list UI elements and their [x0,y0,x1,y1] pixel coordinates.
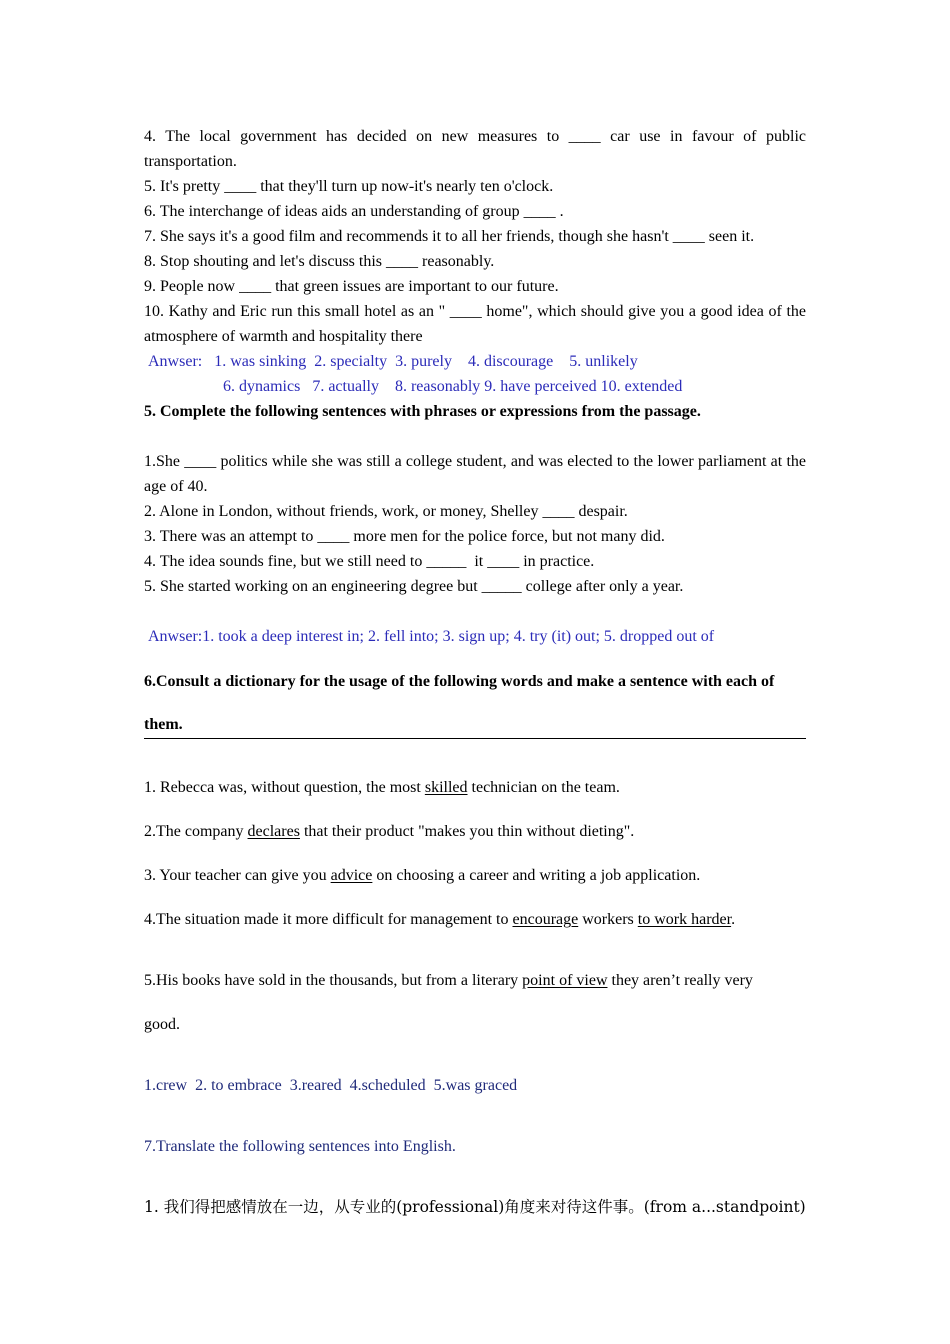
s5-item-1: 1.She ____ politics while she was still a college student, and was elected to the lower parliament at the age of 40. [144,453,806,495]
document-page [144,124,806,1220]
spacer [144,844,806,863]
underlined-word-declares: declares [247,823,300,840]
underlined-word-advice: advice [330,867,373,884]
spacer [144,649,806,671]
spacer [144,739,806,775]
spacer [144,424,806,449]
section-5-heading: 5. Complete the following sentences with phrases or expressions from the passage. [144,403,701,420]
s4-answer-line-1: Anwser: 1. was sinking 2. specialty 3. purely 4. discourage 5. unlikely [148,353,638,370]
spacer [144,693,806,714]
s6-sentence-5: 5.His books have sold in the thousands, but from a literary point of view they aren’t really very [144,972,753,989]
spacer [144,932,806,968]
s6-answer: 1.crew 2. to embrace 3.reared 4.scheduled 5.was graced [144,1077,518,1094]
s5-item-5: 5. She started working on an engineering degree but _____ college after only a year. [144,578,684,595]
section-6-heading-line-1: 6.Consult a dictionary for the usage of the following words and make a sentence with each of [144,673,775,690]
underlined-phrase-to-work-harder: to work harder [637,911,732,928]
s5-item-4: 4. The idea sounds fine, but we still need to _____ it ____ in practice. [144,553,595,570]
s4-item-9: 9. People now ____ that green issues are important to our future. [144,278,559,295]
s4-item-6: 6. The interchange of ideas aids an understanding of group ____ . [144,203,564,220]
section-7-heading: 7.Translate the following sentences into English. [144,1138,456,1155]
spacer [144,800,806,819]
s6-sentence-2: 2.The company declares that their product "makes you thin without dieting". [144,823,635,840]
spacer [144,1159,806,1195]
spacer [144,1037,806,1073]
underlined-phrase-point-of-view: point of view [522,972,608,989]
underlined-word-encourage: encourage [512,911,579,928]
spacer [144,993,806,1012]
s4-item-5: 5. It's pretty ____ that they'll turn up now-it's nearly ten o'clock. [144,178,554,195]
underlined-word-skilled: skilled [424,779,468,796]
s4-item-10: 10. Kathy and Eric run this small hotel as an " ____ home", which should give you a good idea of the atmosphere of warmth and hospitality there [144,303,806,345]
spacer [144,1098,806,1134]
s5-item-2: 2. Alone in London, without friends, work, or money, Shelley ____ despair. [144,503,628,520]
s4-item-8: 8. Stop shouting and let's discuss this ____ reasonably. [144,253,495,270]
s5-item-3: 3. There was an attempt to ____ more men for the police force, but not many did. [144,528,665,545]
s6-sentence-5-continued: good. [144,1016,180,1033]
s4-item-7: 7. She says it's a good film and recommends it to all her friends, though she hasn't ____ seen it. [144,228,755,245]
s6-sentence-3: 3. Your teacher can give you advice on choosing a career and writing a job application. [144,867,701,884]
s6-sentence-4: 4.The situation made it more difficult for management to encourage workers to work harder. [144,911,736,928]
s4-answer-line-2: 6. dynamics 7. actually 8. reasonably 9. have perceived 10. extended [223,378,683,395]
s5-answer: Anwser:1. took a deep interest in; 2. fell into; 3. sign up; 4. try (it) out; 5. dropped out of [148,628,715,645]
s7-item-1: 1. 我们得把感情放在一边，从专业的(professional)角度来对待这件事。(from a...standpoint) [144,1198,806,1216]
spacer [144,888,806,907]
s6-sentence-1: 1. Rebecca was, without question, the most skilled technician on the team. [144,779,620,796]
section-6-heading-line-2: them. [144,714,806,739]
s4-item-4: 4. The local government has decided on new measures to ____ car use in favour of public transportation. [144,128,806,170]
spacer [144,599,806,624]
